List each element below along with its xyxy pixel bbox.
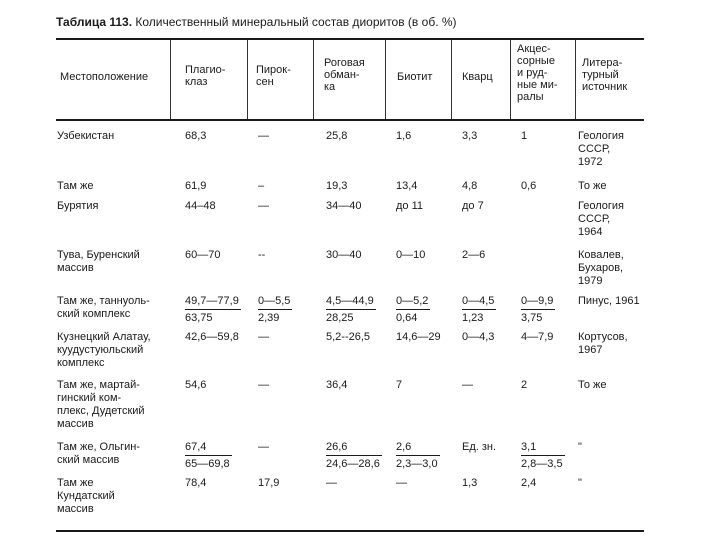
mean-value: 2,39: [258, 312, 280, 324]
cell-plagioclase: [185, 295, 241, 325]
mean-value: 28,25: [326, 312, 354, 324]
cell-location: Там же, Ольгин- ский массив: [57, 441, 141, 466]
mean-value: 3,75: [521, 312, 543, 324]
range-value: 0—5,5: [258, 295, 292, 310]
top-rule: [56, 38, 644, 40]
cell-hornblende: 5,2--26,5: [326, 331, 371, 343]
cell-pyroxene: [258, 295, 292, 325]
cell-location: Узбекистан: [57, 130, 115, 142]
cell-plagioclase: 61,9: [185, 180, 207, 192]
cell-location: Там же: [57, 180, 94, 192]
header-divider: [575, 40, 576, 119]
range-value: 0—4,5: [462, 295, 496, 310]
cell-location: Бурятия: [57, 200, 99, 212]
cell-plagioclase: 68,3: [185, 130, 207, 142]
cell-location: Тува, Буренский массив: [57, 249, 140, 274]
header-divider: [313, 40, 314, 119]
cell-quartz: —: [462, 379, 473, 391]
cell-hornblende: —: [326, 477, 337, 489]
cell-plagioclase: 60—70: [185, 249, 221, 261]
cell-quartz: 2—6: [462, 249, 486, 261]
fraction-value: [521, 295, 555, 325]
cell-source: То же: [578, 180, 607, 192]
cell-source: Геология СССР, 1972: [578, 130, 624, 168]
header-quartz: Кварц: [462, 71, 493, 83]
cell-source: ": [578, 477, 582, 489]
cell-location: Кузнецкий Алатау, куудустуюльский комплекс: [57, 331, 151, 369]
fraction-value: [396, 441, 440, 471]
bottom-rule: [56, 530, 644, 532]
cell-source: То же: [578, 379, 607, 391]
header-source: Литера- турный источник: [582, 57, 628, 93]
fraction-value: [521, 441, 565, 471]
header-accessory-minerals: Акцес- сорные и руд- ные ми- ралы: [517, 43, 558, 103]
cell-source: Геология СССР, 1964: [578, 200, 624, 238]
mean-value: 24,6—28,6: [326, 458, 380, 470]
cell-plagioclase: 54,6: [185, 379, 207, 391]
fraction-value: [326, 295, 376, 325]
table-number: Таблица 113.: [56, 15, 133, 29]
cell-hornblende: 36,4: [326, 379, 348, 391]
cell-quartz: [462, 295, 496, 325]
cell-pyroxene: —: [258, 441, 269, 453]
cell-location: Там же, таннуоль- ский комплекс: [57, 295, 150, 320]
cell-accessory: [521, 441, 565, 471]
cell-biotite: 0—10: [396, 249, 426, 261]
cell-biotite: —: [396, 477, 407, 489]
cell-biotite: 13,4: [396, 180, 418, 192]
header-hornblende: Роговая обман- ка: [324, 57, 365, 93]
cell-hornblende: [326, 295, 376, 325]
mean-value: 65—69,8: [185, 458, 230, 470]
cell-hornblende: [326, 441, 382, 471]
cell-source: Кортусов, 1967: [578, 331, 628, 356]
cell-pyroxene: —: [258, 130, 269, 142]
cell-biotite: [396, 441, 440, 471]
header-location: Местоположение: [60, 71, 149, 83]
cell-source: Пинус, 1961: [578, 295, 640, 307]
cell-pyroxene: 17,9: [258, 477, 280, 489]
header-pyroxene: Пирок- сен: [256, 64, 291, 88]
cell-quartz: до 7: [462, 200, 484, 212]
cell-location: Там же, мартай- гинский ком- плекс, Дудетский массив: [57, 379, 145, 430]
range-value: 4,5—44,9: [326, 295, 376, 310]
cell-biotite: 1,6: [396, 130, 412, 142]
range-value: 0—9,9: [521, 295, 555, 310]
cell-source: Ковалев, Бухаров, 1979: [578, 249, 624, 287]
cell-quartz: 0—4,3: [462, 331, 495, 343]
cell-source: ": [578, 441, 582, 453]
table-caption: Количественный минеральный состав диоритов (в об. %): [132, 15, 457, 29]
cell-pyroxene: --: [258, 249, 266, 261]
cell-quartz: Ед. зн.: [462, 441, 497, 453]
cell-quartz: 1,3: [462, 477, 478, 489]
cell-accessory: 2: [521, 379, 528, 391]
fraction-value: [185, 295, 241, 325]
fraction-value: [185, 441, 232, 471]
table-title: [56, 15, 457, 29]
range-value: 67,4: [185, 441, 232, 456]
header-divider: [451, 40, 452, 119]
cell-location: Там же Кундатский массив: [57, 477, 115, 515]
range-value: 2,6: [396, 441, 440, 456]
header-divider: [385, 40, 386, 119]
range-value: 3,1: [521, 441, 565, 456]
cell-hornblende: 30—40: [326, 249, 362, 261]
header-divider: [510, 40, 511, 119]
cell-accessory: 2,4: [521, 477, 537, 489]
cell-quartz: 3,3: [462, 130, 478, 142]
fraction-value: [396, 295, 430, 325]
header-rule: [56, 119, 644, 121]
cell-biotite: 14,6—29: [396, 331, 441, 343]
cell-accessory: 4—7,9: [521, 331, 554, 343]
mean-value: 63,75: [185, 312, 213, 324]
header-divider: [170, 40, 171, 119]
cell-plagioclase: 42,6—59,8: [185, 331, 239, 343]
cell-quartz: 4,8: [462, 180, 478, 192]
cell-accessory: 1: [521, 130, 528, 142]
cell-plagioclase: [185, 441, 232, 471]
cell-pyroxene: —: [258, 331, 269, 343]
mean-value: 2,3—3,0: [396, 458, 438, 470]
cell-hornblende: 19,3: [326, 180, 348, 192]
header-biotite: Биотит: [397, 71, 433, 83]
range-value: 49,7—77,9: [185, 295, 241, 310]
cell-pyroxene: –: [258, 180, 265, 192]
mean-value: 2,8—3,5: [521, 458, 563, 470]
fraction-value: [326, 441, 382, 471]
range-value: 0—5,2: [396, 295, 430, 310]
header-plagioclase: Плагио- клаз: [185, 64, 226, 88]
cell-biotite: до 11: [396, 200, 424, 212]
header-divider: [247, 40, 248, 119]
fraction-value: [462, 295, 496, 325]
cell-biotite: 7: [396, 379, 403, 391]
cell-pyroxene: —: [258, 200, 269, 212]
cell-accessory: 0,6: [521, 180, 537, 192]
cell-plagioclase: 44–48: [185, 200, 216, 212]
cell-biotite: [396, 295, 430, 325]
cell-pyroxene: —: [258, 379, 269, 391]
cell-accessory: [521, 295, 555, 325]
range-value: 26,6: [326, 441, 382, 456]
mean-value: 1,23: [462, 312, 484, 324]
cell-plagioclase: 78,4: [185, 477, 207, 489]
cell-hornblende: 34—40: [326, 200, 362, 212]
cell-hornblende: 25,8: [326, 130, 348, 142]
fraction-value: [258, 295, 292, 325]
mean-value: 0,64: [396, 312, 418, 324]
